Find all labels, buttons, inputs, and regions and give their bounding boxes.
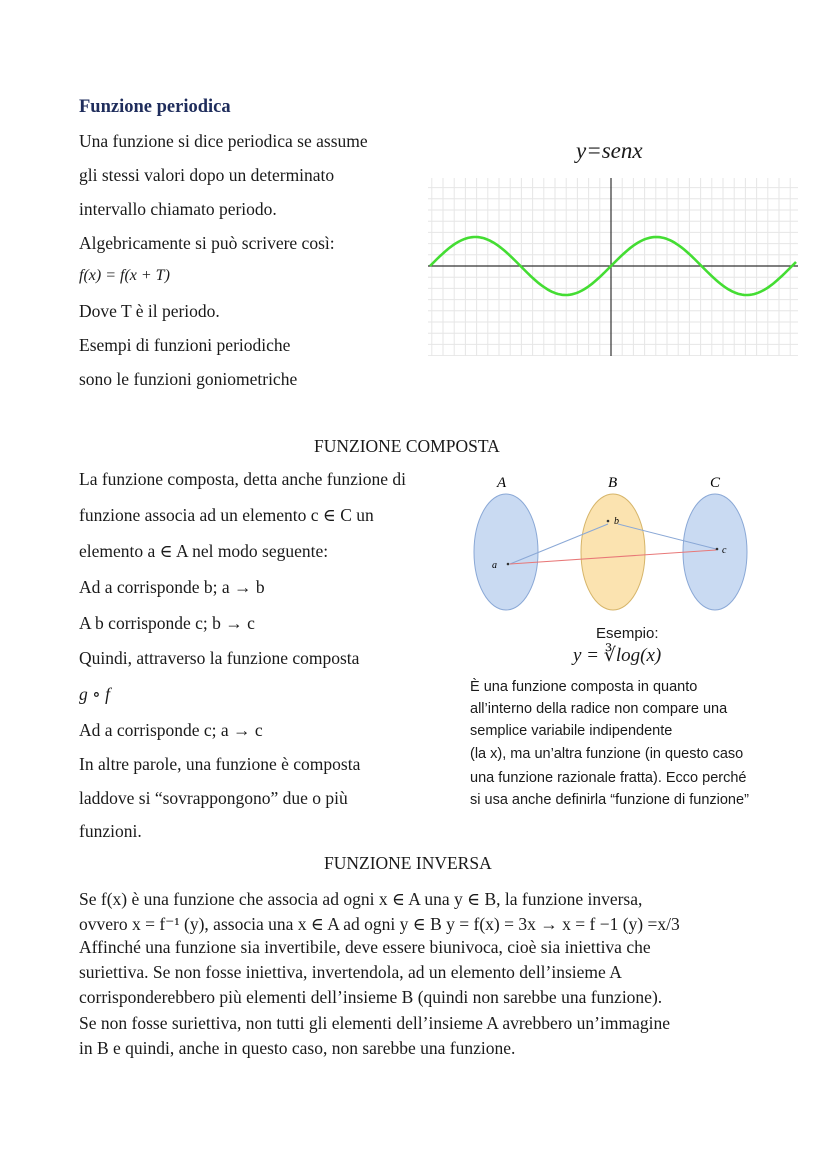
text-line: Algebricamente si può scrivere così: xyxy=(79,233,335,253)
set-c-label: C xyxy=(710,475,721,491)
text-line: In altre parole, una funzione è composta xyxy=(79,754,361,774)
text-line: Una funzione si dice periodica se assume xyxy=(79,131,368,151)
graph-grid xyxy=(428,178,798,356)
text-line: Dove T è il periodo. xyxy=(79,301,220,321)
text-line: Affinché una funzione sia invertibile, deve essere biunivoca, cioè sia iniettiva che xyxy=(79,937,651,957)
text-line: La funzione composta, detta anche funzione di xyxy=(79,469,407,489)
formula-periodic: f(x) = f(x + T) xyxy=(79,267,170,284)
section-heading-composta: FUNZIONE COMPOSTA xyxy=(314,436,500,456)
text-line: ovvero x = f⁻¹ (y), associa una x ∈ A ad ogni y ∈ B y = f(x) = 3x → x = f −1 (y) =x/3 xyxy=(79,914,680,934)
example-formula: y = ∛log(x) xyxy=(573,645,662,666)
set-b-ellipse xyxy=(581,494,645,610)
note-line: una funzione razionale fratta). Ecco perché xyxy=(470,770,747,786)
composition-symbol: g ∘ f xyxy=(79,684,110,704)
example-label: Esempio: xyxy=(596,625,659,642)
section-heading-inversa: FUNZIONE INVERSA xyxy=(324,853,492,873)
venn-diagram xyxy=(468,468,758,616)
set-b-label: B xyxy=(608,475,618,491)
section-title-periodica: Funzione periodica xyxy=(79,97,231,117)
graph-title: y=senx xyxy=(576,138,643,163)
text-line: Ad a corrisponde c; a → c xyxy=(79,720,263,740)
text-line: funzione associa ad un elemento c ∈ C un xyxy=(79,505,374,525)
text-line: corrisponderebbero più elementi dell’insieme B (quindi non sarebbe una funzione). xyxy=(79,987,663,1007)
note-line: semplice variabile indipendente xyxy=(470,723,673,739)
text-line: A b corrisponde c; b → c xyxy=(79,613,255,633)
text-line: Quindi, attraverso la funzione composta xyxy=(79,648,360,668)
text-line: in B e quindi, anche in questo caso, non sarebbe una funzione. xyxy=(79,1038,516,1058)
text-line: laddove si “sovrappongono” due o più xyxy=(79,788,348,808)
set-a-label: A xyxy=(497,475,507,491)
note-line: È una funzione composta in quanto xyxy=(470,679,698,695)
note-line: (la x), ma un’altra funzione (in questo caso xyxy=(470,746,744,762)
element-a-label: a xyxy=(492,560,497,571)
text-line: sono le funzioni goniometriche xyxy=(79,369,298,389)
note-line: all’interno della radice non compare una xyxy=(470,701,728,717)
sine-graph xyxy=(428,178,798,356)
text-line: Se non fosse suriettiva, non tutti gli elementi dell’insieme A avrebbero un’immagine xyxy=(79,1013,670,1033)
element-c-label: c xyxy=(722,545,727,556)
text-line: funzioni. xyxy=(79,821,142,841)
text-line: suriettiva. Se non fosse iniettiva, invertendola, ad un elemento dell’insieme A xyxy=(79,962,622,982)
note-line: si usa anche definirla “funzione di funzione” xyxy=(470,792,749,808)
set-a-ellipse xyxy=(474,494,538,610)
text-line: gli stessi valori dopo un determinato xyxy=(79,165,335,185)
text-line: elemento a ∈ A nel modo seguente: xyxy=(79,541,329,561)
element-b-label: b xyxy=(614,516,619,527)
text-line: Ad a corrisponde b; a → b xyxy=(79,577,265,597)
text-line: Esempi di funzioni periodiche xyxy=(79,335,291,355)
text-line: intervallo chiamato periodo. xyxy=(79,199,277,219)
text-line: Se f(x) è una funzione che associa ad ogni x ∈ A una y ∈ B, la funzione inversa, xyxy=(79,889,643,909)
